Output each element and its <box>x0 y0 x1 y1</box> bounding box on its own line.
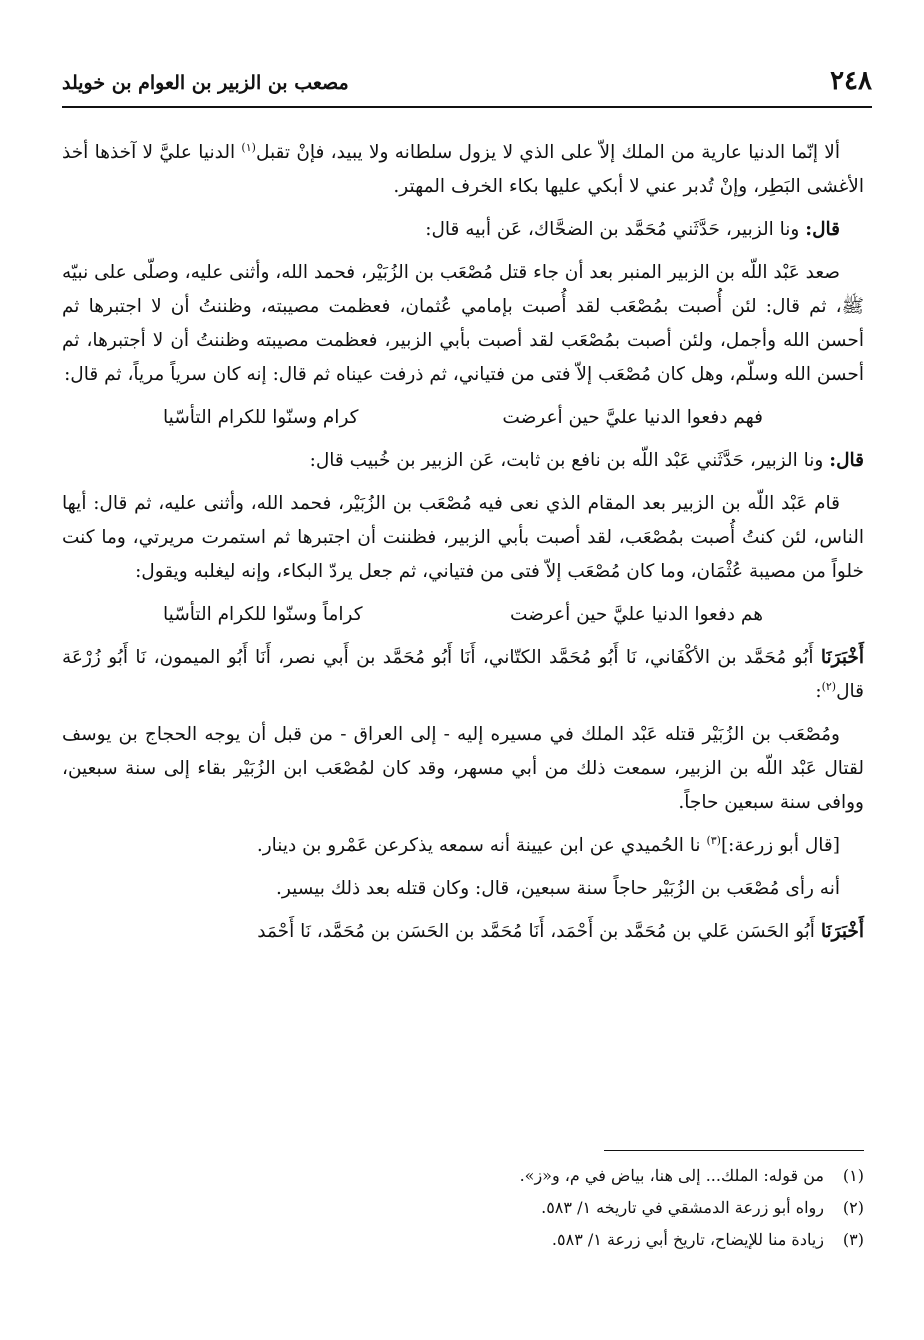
footnote-text: من قوله: الملك... إلى هنا، بياض في م، و«ز». <box>519 1166 824 1185</box>
footnote-number: (٢) <box>842 1198 864 1217</box>
footnote-ref: (٢) <box>821 679 837 693</box>
verse-hemistich: كرام وسنّوا للكرام التأسّيا <box>163 407 359 428</box>
paragraph: صعد عَبْد اللّه بن الزبير المنبر بعد أن جاء قتل مُصْعَب بن الزُبَيْر، فحمد الله، وأثنى عليه، وصلّى على نبيّه ﷺ، ثم قال: لئن أُصبت بمُصْعَب لقد أُصبت بإمامي عُثمان، فعظمت مصيبته، وظننتُ أن لا اجتبرها ثم أحسن الله وأجمل، ولئن أصبت بمُصْعَب لقد أصبت بأبي الزبير، فعظمت مصيبته وظننتُ أن لا أجتبرها، ثم أحسن الله وسلّم، وهل كان مُصْعَب إلاّ فتى من فتياني، ثم ذرفت عيناه ثم قال: إنه كان سرياً مرياً، ثم قال: <box>62 262 864 385</box>
paragraph: ومُصْعَب بن الزُبَيْر قتله عَبْد الملك في مسيره إليه - إلى العراق - من قبل أن يوجه الحجاج بن يوسف لقتال عَبْد اللّه بن الزبير، سمعت ذلك من أبي مسهر، وقد كان لمُصْعَب ابن الزُبَيْر بقاء إلى سنة سبعين، ووافى سنة سبعين حاجاً. <box>62 724 864 813</box>
paragraph: قال: ونا الزبير، حَدَّثَني مُحَمَّد بن الضحَّاك، عَن أبيه قال: <box>425 219 840 240</box>
footnote-ref: (١) <box>241 140 256 154</box>
verse-hemistich: هم دفعوا الدنيا عليَّ حين أعرضت <box>510 604 763 625</box>
paragraph: قال: ونا الزبير، حَدَّثَني عَبْد اللّه بن نافع بن ثابت، عَن الزبير بن خُبيب قال: <box>309 450 864 471</box>
footnotes <box>62 1160 864 1256</box>
footnote <box>62 1192 864 1224</box>
paragraph: أنه رأى مُصْعَب بن الزُبَيْر حاجاً سنة سبعين، قال: وكان قتله بعد ذلك بيسير. <box>276 878 840 899</box>
main-text <box>62 136 864 958</box>
running-header <box>62 66 872 104</box>
paragraph: [قال أبو زرعة:]$^{(٣)}$ نا الحُميدي عن ابن عيينة أنه سمعه يذكرعن عَمْرو بن دينار. <box>256 833 840 856</box>
poetry-verse <box>62 598 864 632</box>
footnote-text: رواه أبو زرعة الدمشقي في تاريخه ١/ ٥٨٣. <box>541 1198 824 1217</box>
paragraph: ألا إنّما الدنيا عارية من الملك إلاّ على الذي لا يزول سلطانه ولا يبيد، فإنْ تقبل$^{(١)}$ الدنيا عليَّ لا آخذها أخذ الأغشى البَطِر، وإنْ تُدبر عني لا أبكي عليها بكاء الخرف المهتر. <box>62 140 864 197</box>
poetry-verse <box>62 401 864 435</box>
footnote <box>62 1160 864 1192</box>
footnote <box>62 1224 864 1256</box>
paragraph: أَخْبَرَنَا أَبُو الحَسَن عَلي بن مُحَمَّد بن أَحْمَد، أَنَا مُحَمَّد بن الحَسَن بن مُحَمَّد، نَا أَحْمَد <box>257 921 864 942</box>
running-title: مصعب بن الزبير بن العوام بن خويلد <box>62 72 349 94</box>
paragraph: أَخْبَرَنَا أَبُو مُحَمَّد بن الأكْفَاني، نَا أَبُو مُحَمَّد الكتّاني، أَنَا أَبُو مُحَمَّد بن أَبي نصر، أَنَا أَبُو الميمون، نَا أَبُو زُرْعَة قال$^{(٢)}$: <box>62 647 864 702</box>
footnote-divider <box>604 1150 864 1151</box>
verse-hemistich: كراماً وسنّوا للكرام التأسّيا <box>163 604 363 625</box>
verse-hemistich: فهم دفعوا الدنيا عليَّ حين أعرضت <box>502 407 763 428</box>
footnote-number: (١) <box>842 1166 864 1185</box>
paragraph: قام عَبْد اللّه بن الزبير بعد المقام الذي نعى فيه مُصْعَب بن الزُبَيْر، فحمد الله، وأثنى عليه، ثم قال: أيها الناس، لئن كنتُ أُصبت بمُصْعَب، لقد أصبت بأبي الزبير، فظننت أن اجتبرها ثم استمرت مريرتي، وما كنت خلواً من مصيبة عُثْمَان، وما كان مُصْعَب إلاّ فتى من فتياني، ثم جعل يردّ البكاء، وإنه ليغلبه ويقول: <box>62 493 864 582</box>
footnote-ref: (٣) <box>706 833 721 847</box>
page-number: ٢٤٨ <box>830 66 872 96</box>
header-divider <box>62 106 872 108</box>
footnote-number: (٣) <box>842 1230 864 1249</box>
footnote-text: زيادة منا للإيضاح، تاريخ أبي زرعة ١/ ٥٨٣. <box>551 1230 824 1249</box>
